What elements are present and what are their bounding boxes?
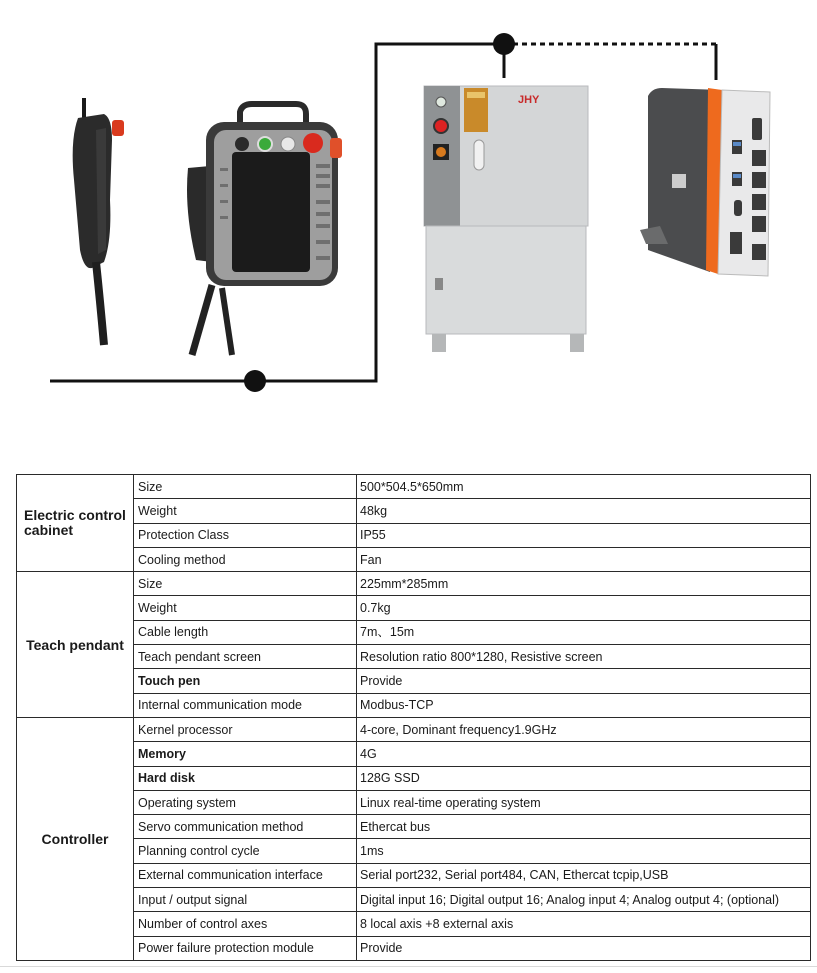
junction-dot	[493, 33, 515, 55]
table-row	[17, 547, 811, 571]
table-row	[17, 839, 811, 863]
spec-key: Operating system	[134, 790, 357, 814]
group-label: Teach pendant	[17, 572, 134, 718]
spec-value: 7m、15m	[357, 620, 811, 644]
bottom-divider	[0, 966, 817, 967]
spec-key: Teach pendant screen	[134, 645, 357, 669]
spec-value: 128G SSD	[357, 766, 811, 790]
spec-key: Hard disk	[134, 766, 357, 790]
spec-value: Ethercat bus	[357, 815, 811, 839]
spec-value: 0.7kg	[357, 596, 811, 620]
spec-key: Size	[134, 475, 357, 499]
group-label: Electric control cabinet	[17, 475, 134, 572]
spec-key: Memory	[134, 742, 357, 766]
spec-key: Power failure protection module	[134, 936, 357, 960]
table-row	[17, 888, 811, 912]
group-label: Controller	[17, 717, 134, 960]
spec-table	[16, 474, 811, 961]
spec-value: 4G	[357, 742, 811, 766]
spec-key: Internal communication mode	[134, 693, 357, 717]
spec-value: 500*504.5*650mm	[357, 475, 811, 499]
table-row	[17, 742, 811, 766]
spec-value: 225mm*285mm	[357, 572, 811, 596]
table-row	[17, 499, 811, 523]
product-figure	[0, 0, 817, 420]
spec-table-body	[17, 475, 811, 961]
table-row	[17, 645, 811, 669]
table-row	[17, 766, 811, 790]
spec-value: 48kg	[357, 499, 811, 523]
spec-value: 4-core, Dominant frequency1.9GHz	[357, 717, 811, 741]
electric-control-cabinet-image	[424, 86, 588, 352]
spec-key: Servo communication method	[134, 815, 357, 839]
spec-key: Cooling method	[134, 547, 357, 571]
spec-value: Provide	[357, 936, 811, 960]
table-row	[17, 717, 811, 741]
spec-value: Linux real-time operating system	[357, 790, 811, 814]
table-row	[17, 863, 811, 887]
spec-key: Touch pen	[134, 669, 357, 693]
spec-key: Planning control cycle	[134, 839, 357, 863]
table-row	[17, 596, 811, 620]
spec-value: 8 local axis +8 external axis	[357, 912, 811, 936]
spec-key: Input / output signal	[134, 888, 357, 912]
cabinet-logo: JHY	[518, 94, 540, 106]
table-row	[17, 475, 811, 499]
table-row	[17, 912, 811, 936]
teach-pendant-image	[187, 104, 342, 355]
spec-value: Resolution ratio 800*1280, Resistive screen	[357, 645, 811, 669]
table-row	[17, 620, 811, 644]
spec-value: Fan	[357, 547, 811, 571]
table-row	[17, 693, 811, 717]
spec-key: Cable length	[134, 620, 357, 644]
table-row	[17, 669, 811, 693]
spec-value: Modbus-TCP	[357, 693, 811, 717]
spec-value: IP55	[357, 523, 811, 547]
connection-lines	[50, 33, 716, 392]
spec-key: Size	[134, 572, 357, 596]
table-row	[17, 790, 811, 814]
table-row	[17, 572, 811, 596]
spec-key: Protection Class	[134, 523, 357, 547]
spec-key: Number of control axes	[134, 912, 357, 936]
table-row	[17, 815, 811, 839]
spec-value: Serial port232, Serial port484, CAN, Ethercat tcpip,USB	[357, 863, 811, 887]
spec-value: Provide	[357, 669, 811, 693]
spec-key: Kernel processor	[134, 717, 357, 741]
spec-key: Weight	[134, 596, 357, 620]
table-row	[17, 523, 811, 547]
table-row	[17, 936, 811, 960]
spec-key: External communication interface	[134, 863, 357, 887]
spec-key: Weight	[134, 499, 357, 523]
spec-value: 1ms	[357, 839, 811, 863]
spec-value: Digital input 16; Digital output 16; Analog input 4; Analog output 4; (optional)	[357, 888, 811, 912]
junction-dot	[244, 370, 266, 392]
handheld-pendant-image	[73, 98, 124, 345]
controller-box-image	[640, 88, 770, 276]
